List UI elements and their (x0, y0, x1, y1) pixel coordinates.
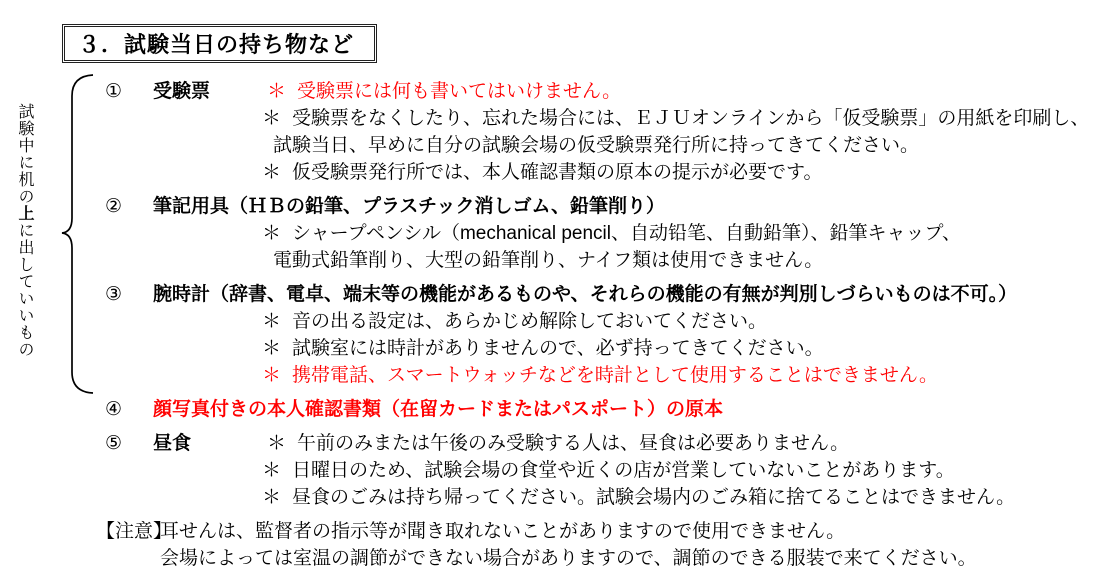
side-vertical-label (13, 103, 36, 373)
note-continuation-row (273, 132, 1112, 159)
note-text: 午前のみまたは午後のみ受験する人は、昼食は必要ありません。 (297, 433, 850, 454)
notice-marker: 【注意】 (96, 521, 173, 542)
item-label: 腕時計（辞書、電卓、端末等の機能があるものや、それらの機能の有無が判別しづらいものは不可。） (153, 284, 1018, 305)
page-title: ３．試験当日の持ち物など (78, 32, 355, 57)
asterisk-marker: ＊ (262, 338, 282, 359)
note-continuation-row (273, 247, 1112, 274)
item-number: ④ (105, 399, 123, 420)
item-row (100, 396, 1112, 423)
asterisk-marker: ＊ (262, 162, 282, 183)
note-row (262, 362, 1112, 389)
asterisk-marker: ＊ (262, 460, 282, 481)
item-number: ③ (105, 284, 123, 305)
notice-continuation-row (160, 545, 1112, 572)
note-text: 仮受験票発行所では、本人確認書類の原本の提示が必要です。 (292, 162, 823, 183)
note-row (262, 335, 1112, 362)
note-text: 携帯電話、スマートウォッチなどを時計として使用することはできません。 (292, 365, 939, 386)
item-row (100, 430, 1112, 457)
asterisk-marker: ＊ (267, 433, 287, 454)
asterisk-marker: ＊ (262, 311, 282, 332)
side-label-before: 試験中に机の (16, 103, 33, 205)
note-text: 受験票には何も書いてはいけません。 (297, 81, 622, 102)
note-row (262, 457, 1112, 484)
note-text: シャープペンシル（mechanical pencil、自动铅笔、自動鉛筆）、鉛筆キャップ、 (292, 223, 961, 244)
item-row (100, 193, 1112, 220)
notice-text: 会場によっては室温の調節ができない場合がありますので、調節のできる服装で来てください。 (160, 548, 977, 569)
note-text: 昼食のごみは持ち帰ってください。試験会場内のごみ箱に捨てることはできません。 (292, 487, 1016, 508)
note-row (262, 484, 1112, 511)
note-row (262, 105, 1112, 132)
note-text: 日曜日のため、試験会場の食堂や近くの店が営業していないことがあります。 (292, 460, 955, 481)
item-number: ① (105, 81, 123, 102)
note-row (262, 220, 1112, 247)
note-text: 音の出る設定は、あらかじめ解除しておいてください。 (292, 311, 768, 332)
note-row (262, 308, 1112, 335)
note-text: 試験室には時計がありませんので、必ず持ってきてください。 (292, 338, 824, 359)
item-label: 筆記用具（ＨＢの鉛筆、プラスチック消しゴム、鉛筆削り） (153, 196, 666, 217)
asterisk-marker: ＊ (267, 81, 287, 102)
brace-graphic (55, 70, 100, 400)
note-text: 試験当日、早めに自分の試験会場の仮受験票発行所に持ってきてください。 (273, 135, 920, 156)
note-text: 電動式鉛筆削り、大型の鉛筆削り、ナイフ類は使用できません。 (273, 250, 824, 271)
item-row (100, 281, 1112, 308)
note-row (262, 159, 1112, 186)
asterisk-marker: ＊ (262, 365, 282, 386)
item-label: 受験票 (153, 81, 211, 102)
item-label: 顔写真付きの本人確認書類（在留カードまたはパスポート）の原本 (153, 399, 724, 420)
item-row (100, 78, 1112, 105)
items-list (96, 51, 1112, 572)
asterisk-marker: ＊ (262, 108, 282, 129)
asterisk-marker: ＊ (262, 223, 282, 244)
notice-text: 耳せんは、監督者の指示等が聞き取れないことがありますので使用できません。 (160, 521, 846, 542)
notice-row (96, 518, 1112, 545)
item-number: ② (105, 196, 123, 217)
side-label-after: に出していいもの (16, 222, 33, 358)
side-label-bold: 上 (16, 205, 33, 222)
asterisk-marker: ＊ (262, 487, 282, 508)
item-label: 昼食 (153, 433, 192, 454)
item-number: ⑤ (105, 433, 123, 454)
note-text: 受験票をなくしたり、忘れた場合には、ＥＪＵオンラインから「仮受験票」の用紙を印刷し、 (292, 108, 1090, 129)
